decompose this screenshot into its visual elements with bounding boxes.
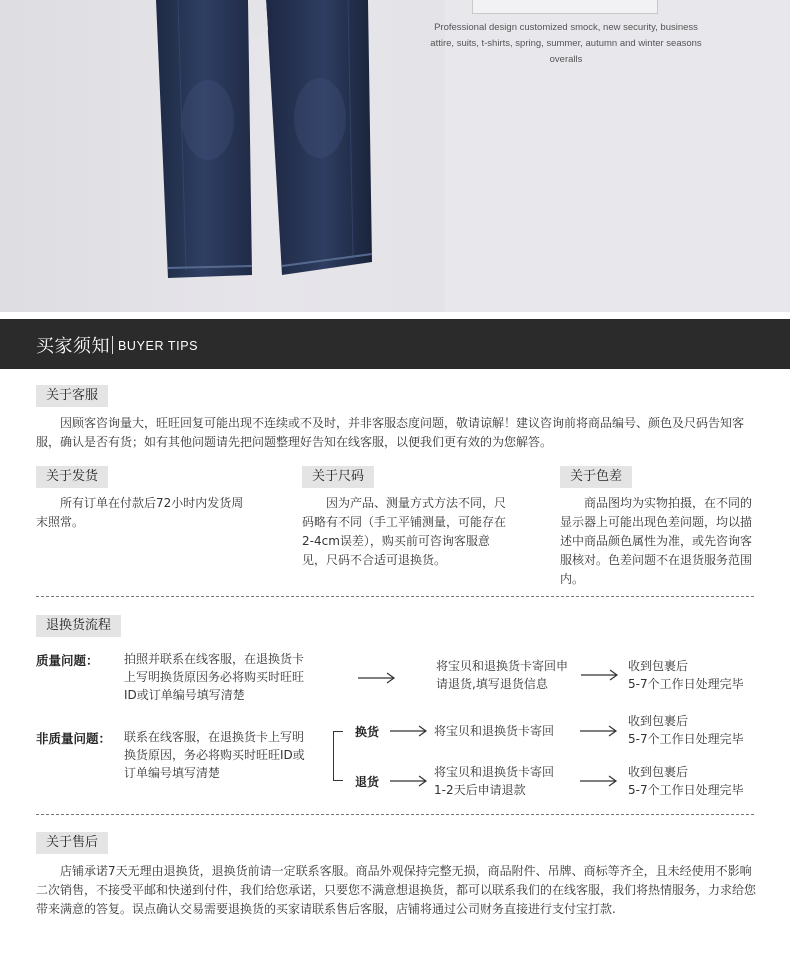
service-heading: 关于客服	[36, 385, 108, 407]
non-quality-issue-text: 联系在线客服，在退换货卡上写明换货原因，务必将购买时旺旺ID或订单编号填写清楚	[124, 730, 305, 780]
banner-separator	[112, 336, 113, 354]
refund-step: 将宝贝和退换货卡寄回 1-2天后申请退款	[434, 765, 555, 797]
refund-result: 收到包裹后 5-7个工作日处理完毕	[628, 765, 744, 797]
jeans-product-image	[148, 0, 378, 290]
size-heading: 关于尺码	[302, 466, 374, 488]
aftersale-text: 店铺承诺7天无理由退换货，退换货前请一定联系客服。商品外观保持完整无损，商品附件、吊牌、商标等齐全，且未经使用不影响二次销售，不接受平邮和快递到付件，我们给您承诺，只要您不满意想退换货，都可以联系我们的在线客服，我们将热情服务，力求给您带来满意的答复。误点确认交易需要退换货的买家请联系售后客服，店铺将通过公司财务直接进行支付宝打款.	[36, 864, 757, 916]
flow-bracket	[333, 731, 343, 781]
dashed-divider	[36, 814, 754, 815]
aftersale-heading: 关于售后	[36, 832, 108, 854]
size-text: 因为产品、测量方式方法不同，尺码略有不同（手工平铺测量，可能存在2-4cm误差），购买前可咨询客服意见，尺码不合适可退换货。	[302, 496, 507, 567]
buyer-tips-banner	[0, 319, 790, 369]
returns-heading: 退换货流程	[36, 615, 121, 637]
quality-issue-text: 拍照并联系在线客服，在退换货卡上写明换货原因务必将购买时旺旺ID或订单编号填写清楚	[124, 652, 305, 702]
arrow-right-icon	[580, 725, 618, 737]
exchange-step: 将宝贝和退换货卡寄回	[434, 724, 555, 738]
service-text: 因顾客咨询量大，旺旺回复可能出现不连续或不及时，并非客服态度问题，敬请谅解！建议咨询前将商品编号、颜色及尺码告知客服，确认是否有货；如有其他问题请先把问题整理好告知在线客服，以便我们更有效的为您解答。	[36, 416, 745, 449]
shipping-text: 所有订单在付款后72小时内发货周末照常。	[36, 496, 244, 529]
arrow-right-icon	[581, 669, 619, 681]
banner-title-cn: 买家须知	[36, 336, 110, 357]
product-caption: Professional design customized smock, new security, business attire, suits, t-shirts, spring, summer, autumn and winter seasons overalls	[430, 22, 702, 65]
dashed-divider	[36, 596, 754, 597]
divider-strip	[0, 312, 790, 318]
arrow-right-icon	[390, 775, 428, 787]
banner-title-en: BUYER TIPS	[118, 339, 199, 353]
quality-issue-label: 质量问题：	[36, 653, 99, 668]
non-quality-issue-label: 非质量问题：	[36, 731, 112, 746]
product-photo-section	[0, 0, 790, 318]
exchange-label: 换货	[355, 725, 380, 739]
arrow-right-icon	[390, 725, 428, 737]
quality-step-result: 收到包裹后 5-7个工作日处理完毕	[628, 659, 744, 691]
quality-step-return: 将宝贝和退换货卡寄回申请退货,填写退货信息	[436, 659, 569, 691]
arrow-right-icon	[580, 775, 618, 787]
color-heading: 关于色差	[560, 466, 632, 488]
refund-label: 退货	[355, 775, 380, 789]
exchange-result: 收到包裹后 5-7个工作日处理完毕	[628, 714, 744, 746]
color-text: 商品图均为实物拍摄，在不同的显示器上可能出现色差问题，均以描述中商品颜色属性为准，或先咨询客服核对。色差问题不在退货服务范围内。	[560, 496, 753, 586]
caption-frame	[472, 0, 658, 14]
shipping-heading: 关于发货	[36, 466, 108, 488]
arrow-right-icon	[358, 672, 396, 684]
